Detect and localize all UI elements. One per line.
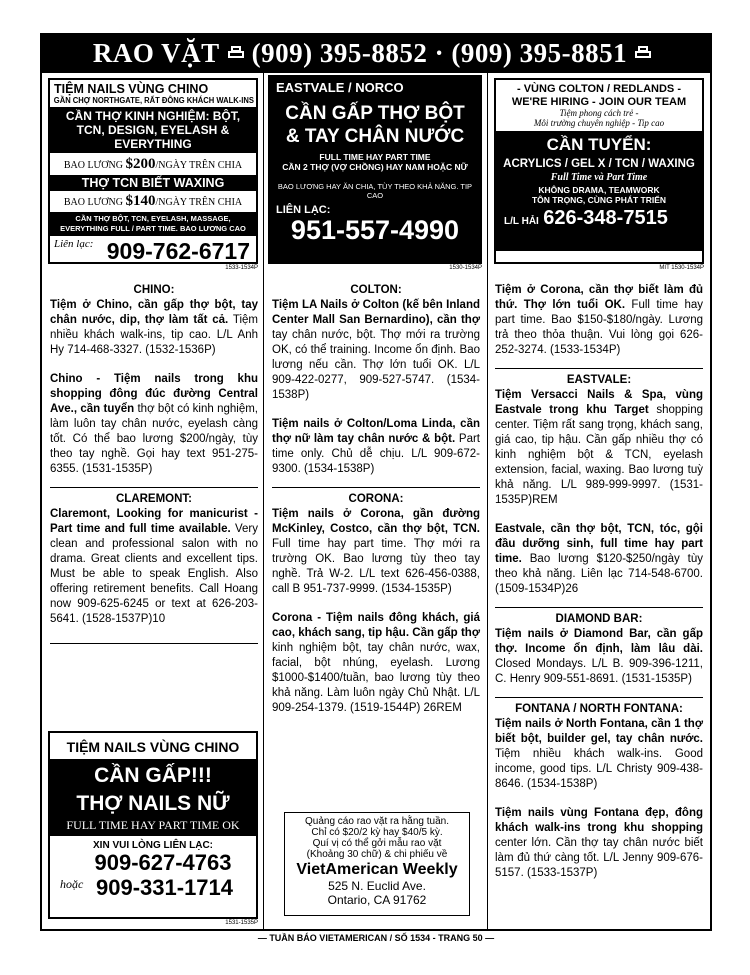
page-footer: — TUẦN BÁO VIETAMERICAN / SỐ 1534 - TRANG 50 —	[257, 933, 495, 943]
section-divider	[50, 487, 258, 488]
listing-body: Tiệm nhiều khách walk-ins. Good income, good tips. L/L Christy 909-438-8646. (1534-1538P)	[495, 748, 703, 790]
ad-eastvale-norco	[268, 75, 482, 264]
header-title: RAO VẶT	[92, 37, 220, 68]
classified-info-box	[284, 812, 470, 916]
header-phones: (909) 395-8852 · (909) 395-8851	[251, 37, 628, 68]
info-line-1: Quảng cáo rao vặt ra hằng tuần.	[305, 816, 449, 827]
column-3-listings	[495, 283, 703, 881]
listing-body: Full time hay part time. Bao $150-$180/ngày. Lương trả theo thỏa thuận. Vui lòng gọi 626-252-3274. (1533-1534P)	[495, 299, 703, 356]
listing-body: shopping center. Tiệm rất sang trọng, khách sang, giá cao, tip hậu. Cần gấp nhiều thợ có kinh nghiệm bột & TCN, eyelash extension, facial, waxing. Bao lương tuỳ khả năng. L/L 989-999-9997. (1531-1535P)REM	[495, 404, 703, 506]
ad-headline-2: THỢ TCN BIẾT WAXING	[50, 175, 256, 191]
ad-line-1: KHÔNG DRAMA, TEAMWORK	[538, 185, 660, 195]
section-title-colton: COLTON:	[350, 284, 402, 296]
info-line-4: (Khoảng 30 chữ) & chi phiếu về	[306, 849, 448, 860]
column-2-listings	[272, 283, 480, 716]
listing-body: thợ bột có kinh nghiệm, làm luôn tay chân nước, eyelash càng tốt. Có thể bao lương $200/ngày, tùy theo tay nghề. Gọi hay text 951-275-6355. (1531-1535P)	[50, 403, 259, 475]
contact-phone-1: 909-627-4763	[94, 850, 232, 875]
ad-headline: CẦN TUYỂN:	[546, 135, 652, 154]
listing-headline: Tiệm nails ở Colton/Loma Linda, cần thợ nữ làm tay chân nước & bột.	[272, 418, 480, 445]
listing-body: Part time only. Chủ dễ chịu. L/L 909-672-9300. (1534-1538P)	[272, 433, 480, 475]
ad-tagline-2: Môi trường chuyên nghiệp - Tip cao	[533, 118, 665, 128]
address-line-1: 525 N. Euclid Ave.	[328, 879, 426, 893]
listing-headline: Tiệm nails vùng Fontana đẹp, đông khách walk-ins trong khu shopping	[495, 807, 703, 834]
contact-phone: 951-557-4990	[290, 215, 460, 245]
ad-code: 1531-1535P	[225, 920, 258, 926]
section-divider	[50, 643, 258, 644]
ad-code: 1533-1534P	[225, 265, 258, 271]
ad-tagline-1: Tiệm phong cách trẻ -	[559, 108, 639, 118]
section-title-chino: CHINO:	[133, 284, 175, 296]
ad-title: TIỆM NAILS VÙNG CHINO	[54, 82, 209, 96]
listing-body: tay chân nước, bột. Thợ mới ra trường OK, có thể training. Income ổn định. Bao lương nếu cần. Thợ lớn tuổi OK. L/L 909-422-0277, 909-527-5747. (1534-1538P)	[272, 329, 480, 401]
listing-body: Full time hay part time. Thợ mới ra trường OK. Bao lương tùy theo tay nghề. Trả W-2. L/L text 626-456-0388, call B 951-737-9999. (1534-1535P)	[272, 538, 480, 595]
info-line-2: Chỉ có $20/2 kỳ hay $40/5 kỳ.	[311, 827, 443, 838]
ad-line-2: CẦN 2 THỢ (VỢ CHỒNG) HAY NAM HOẶC NỮ	[282, 162, 468, 172]
ad-services: ACRYLICS / GEL X / TCN / WAXING	[503, 158, 695, 170]
section-divider	[495, 368, 703, 369]
page-header	[40, 33, 712, 73]
listing-headline: Tiệm ở Chino, cần gấp thợ bột, tay chân nước, dip, thợ làm tất cả.	[50, 299, 258, 326]
ad-colton-redlands	[494, 78, 704, 264]
ad-region: - VÙNG COLTON / REDLANDS -	[517, 83, 681, 95]
listing-headline: Tiệm nails ở Corona, gần đường McKinley, Costco, cần thợ bột, TCN.	[272, 508, 480, 535]
column-divider	[263, 73, 264, 931]
listing-body: Bao lương $120-$250/ngày tùy theo khả năng. Liên lạc 714-548-6700. (1509-1534P)26	[495, 553, 703, 595]
column-divider	[487, 73, 488, 931]
ad-headline: CẦN GẤP THỢ BỘT & TAY CHÂN NƯỚC	[285, 103, 465, 147]
ad-title: TIỆM NAILS VÙNG CHINO	[66, 739, 240, 755]
listing-diamond-bar-1	[495, 627, 703, 687]
ad-line-1: FULL TIME HAY PART TIME	[319, 152, 431, 162]
contact-label: Liên lạc:	[54, 238, 94, 250]
ad-schedule: Full Time và Part Time	[550, 172, 648, 183]
listing-body: Very clean and professional salon with no drama. Great clients and excellent tips. Must be able to speak English. Also offering retirement benefits. Call Hoang now 909-625-6245 or text at 626-203-5641. (1528-1537P)10	[50, 523, 258, 625]
ad-pay-line-2	[50, 193, 256, 210]
ad-headline: CẦN THỢ KINH NGHIỆM: BỘT, TCN, DESIGN, EYELASH & EVERYTHING	[50, 107, 256, 153]
fax-icon-right	[635, 46, 651, 60]
pay-amount: $140	[125, 193, 156, 209]
ad-headline-1: CẦN GẤP!!!	[94, 764, 212, 787]
listing-fontana-2	[495, 806, 703, 881]
ad-hiring: WE'RE HIRING - JOIN OUR TEAM	[511, 96, 687, 108]
pay-label: BAO LƯƠNG	[63, 160, 123, 171]
listing-body: Tiệm nhiều khách walk-ins, tip cao. L/L Anh Hy 714-468-3327. (1532-1536P)	[50, 314, 258, 356]
ad-pay-line	[50, 156, 256, 173]
contact-phone-2: 909-331-1714	[96, 875, 234, 900]
section-divider	[495, 697, 703, 698]
listing-body: Closed Mondays. L/L B. 909-396-1211, C. Henry 909-551-8691. (1531-1535P)	[495, 658, 703, 685]
listing-headline: Claremont, Looking for manicurist - Part time and full time available.	[50, 508, 258, 535]
ad-chino-nails	[48, 78, 258, 264]
ad-line: FULL TIME HAY PART TIME OK	[66, 818, 240, 832]
listing-headline: Tiệm LA Nails ở Colton (kế bên Inland Center Mall San Bernardino), cần thợ	[272, 299, 480, 326]
pay-unit: /NGÀY TRÊN CHIA	[155, 160, 243, 171]
section-title-fontana: FONTANA / NORTH FONTANA:	[515, 703, 683, 715]
listing-body: kinh nghiệm bột, tay chân nước, wax, facial, bột nhúng, eyelash. Lương $1000-$1400/tuần, bao lương tùy theo khả năng. Làm luôn ngày Chủ Nhật. L/L 909-254-1379. (1519-1544P) 26REM	[272, 642, 480, 714]
or-label: hoặc	[60, 877, 84, 891]
info-line-3: Quí vị có thể gởi mẫu rao vặt	[312, 838, 442, 849]
ad-bar: CẦN THỢ BỘT, TCN, EYELASH, MASSAGE, EVERYTHING FULL / PART TIME. BAO LƯƠNG CAO	[50, 212, 256, 236]
listing-eastvale-1	[495, 388, 703, 508]
pay-unit: /NGÀY TRÊN CHIA	[155, 197, 243, 208]
ad-chino-urgent	[48, 731, 258, 919]
address-line-2: Ontario, CA 91762	[327, 893, 427, 907]
pay-label: BAO LƯƠNG	[63, 197, 123, 208]
ad-subtitle: GẦN CHỢ NORTHGATE, RẤT ĐÔNG KHÁCH WALK-INS	[53, 96, 254, 105]
contact-phone: 626-348-7515	[543, 207, 668, 229]
section-divider	[495, 607, 703, 608]
listing-headline: Corona - Tiệm nails đông khách, giá cao, khách sang, tip hậu. Cần gấp thợ	[272, 612, 480, 639]
listing-headline: Tiệm nails ở Diamond Bar, cần gấp thợ. Income ổn định, làm lâu dài.	[495, 628, 703, 655]
publication-name: VietAmerican Weekly	[296, 861, 458, 878]
ad-code: 1530-1534P	[449, 265, 482, 271]
listing-colton-2	[272, 417, 480, 477]
column-1-listings	[50, 283, 258, 644]
listing-headline: Eastvale, cần thợ bột, TCN, tóc, gội đầu dưỡng sinh, full time hay part time.	[495, 523, 703, 565]
ad-title: EASTVALE / NORCO	[276, 80, 404, 95]
listing-chino-2	[50, 372, 258, 477]
ad-line-2: TÔN TRỌNG, CÙNG PHÁT TRIỂN	[531, 195, 667, 205]
listing-corona-1	[272, 507, 480, 597]
listing-headline: Chino - Tiệm nails trong khu shopping đông đúc đường Central Ave., cần tuyển	[50, 373, 258, 415]
section-title-claremont: CLAREMONT:	[115, 493, 193, 505]
ad-code: MIT 1530-1534P	[659, 265, 704, 271]
listing-headline: Tiệm ở Corona, cần thợ biết làm đủ thứ. Thợ lớn tuổi OK.	[495, 284, 703, 311]
section-title-eastvale: EASTVALE:	[566, 374, 632, 386]
listing-corona-3	[495, 283, 703, 358]
fax-icon	[228, 46, 244, 60]
listing-chino-1	[50, 298, 258, 358]
contact-phone: 909-762-6717	[106, 238, 250, 264]
section-title-diamond-bar: DIAMOND BAR:	[555, 613, 643, 625]
listing-eastvale-2	[495, 522, 703, 597]
ad-contact-label: XIN VUI LÒNG LIÊN LẠC:	[93, 840, 213, 851]
ad-line-3: BAO LƯƠNG HAY ĂN CHIA, TÙY THEO KHẢ NĂNG. TIP CAO	[277, 182, 473, 200]
listing-corona-2	[272, 611, 480, 716]
listing-claremont-1	[50, 507, 258, 627]
listing-headline: Tiệm Versacci Nails & Spa, vùng Eastvale trong khu Target	[495, 389, 703, 416]
section-title-corona: CORONA:	[348, 493, 404, 505]
ad-headline-2: THỢ NAILS NỮ	[76, 792, 230, 815]
listing-fontana-1	[495, 717, 703, 792]
listing-body: center lớn. Cần thợ tay chân nước biết làm đủ thứ càng tốt. L/L Jenny 909-676-5157. (1533-1537P)	[495, 837, 703, 879]
contact-label: LIÊN LẠC:	[276, 204, 331, 216]
pay-amount: $200	[125, 156, 156, 172]
contact-label: L/L HẢI	[504, 216, 539, 227]
listing-colton-1	[272, 298, 480, 403]
section-divider	[272, 487, 480, 488]
listing-headline: Tiệm nails ở North Fontana, cần 1 thợ biết bột, builder gel, tay chân nước.	[495, 718, 703, 745]
